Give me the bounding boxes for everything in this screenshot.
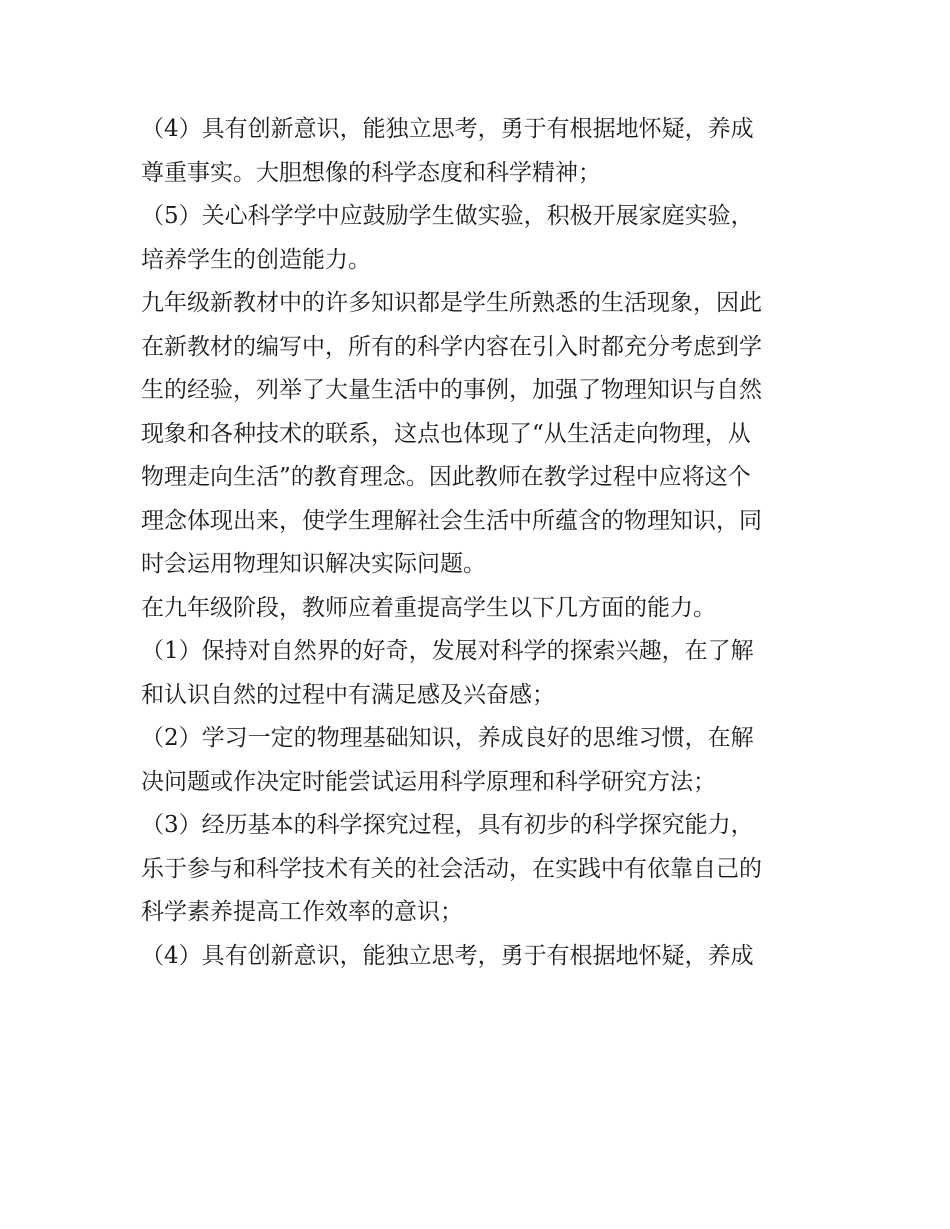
text-line: 生的经验，列举了大量生活中的事例，加强了物理知识与自然 [141,377,762,403]
text-line: 乐于参与和科学技术有关的社会活动，在实践中有依靠自己的 [141,855,762,882]
text-line: 时会运用物理知识解决实际问题。 [141,551,486,577]
text-line: （2）学习一定的物理基础知识，养成良好的思维习惯，在解 [141,725,754,751]
text-line: 决问题或作决定时能尝试运用科学原理和科学研究方法； [141,768,716,795]
text-line: 培养学生的创造能力。 [141,246,371,273]
text-line: 理念体现出来，使学生理解社会生活中所蕴含的物理知识，同 [141,507,762,534]
text-line: 和认识自然的过程中有满足感及兴奋感； [141,681,555,708]
text-line: （4）具有创新意识，能独立思考，勇于有根据地怀疑，养成 [141,116,754,142]
text-line: 在新教材的编写中，所有的科学内容在引入时都充分考虑到学 [141,333,762,360]
text-line: 九年级新教材中的许多知识都是学生所熟悉的生活现象，因此 [141,290,762,316]
body-text [141,108,821,978]
text-line: （5）关心科学学中应鼓励学生做实验，积极开展家庭实验， [141,203,754,229]
text-line: 现象和各种技术的联系，这点也体现了“从生活走向物理，从 [141,420,751,447]
text-line: 物理走向生活”的教育理念。因此教师在教学过程中应将这个 [141,464,751,490]
text-line: 尊重事实。大胆想像的科学态度和科学精神； [141,159,601,186]
text-line: （1）保持对自然界的好奇，发展对科学的探索兴趣，在了解 [141,638,754,664]
text-line: （4）具有创新意识，能独立思考，勇于有根据地怀疑，养成 [141,942,754,969]
text-line: 科学素养提高工作效率的意识； [141,899,463,925]
text-line: （3）经历基本的科学探究过程，具有初步的科学探究能力， [141,812,754,838]
text-line: 在九年级阶段，教师应着重提高学生以下几方面的能力。 [141,594,716,621]
